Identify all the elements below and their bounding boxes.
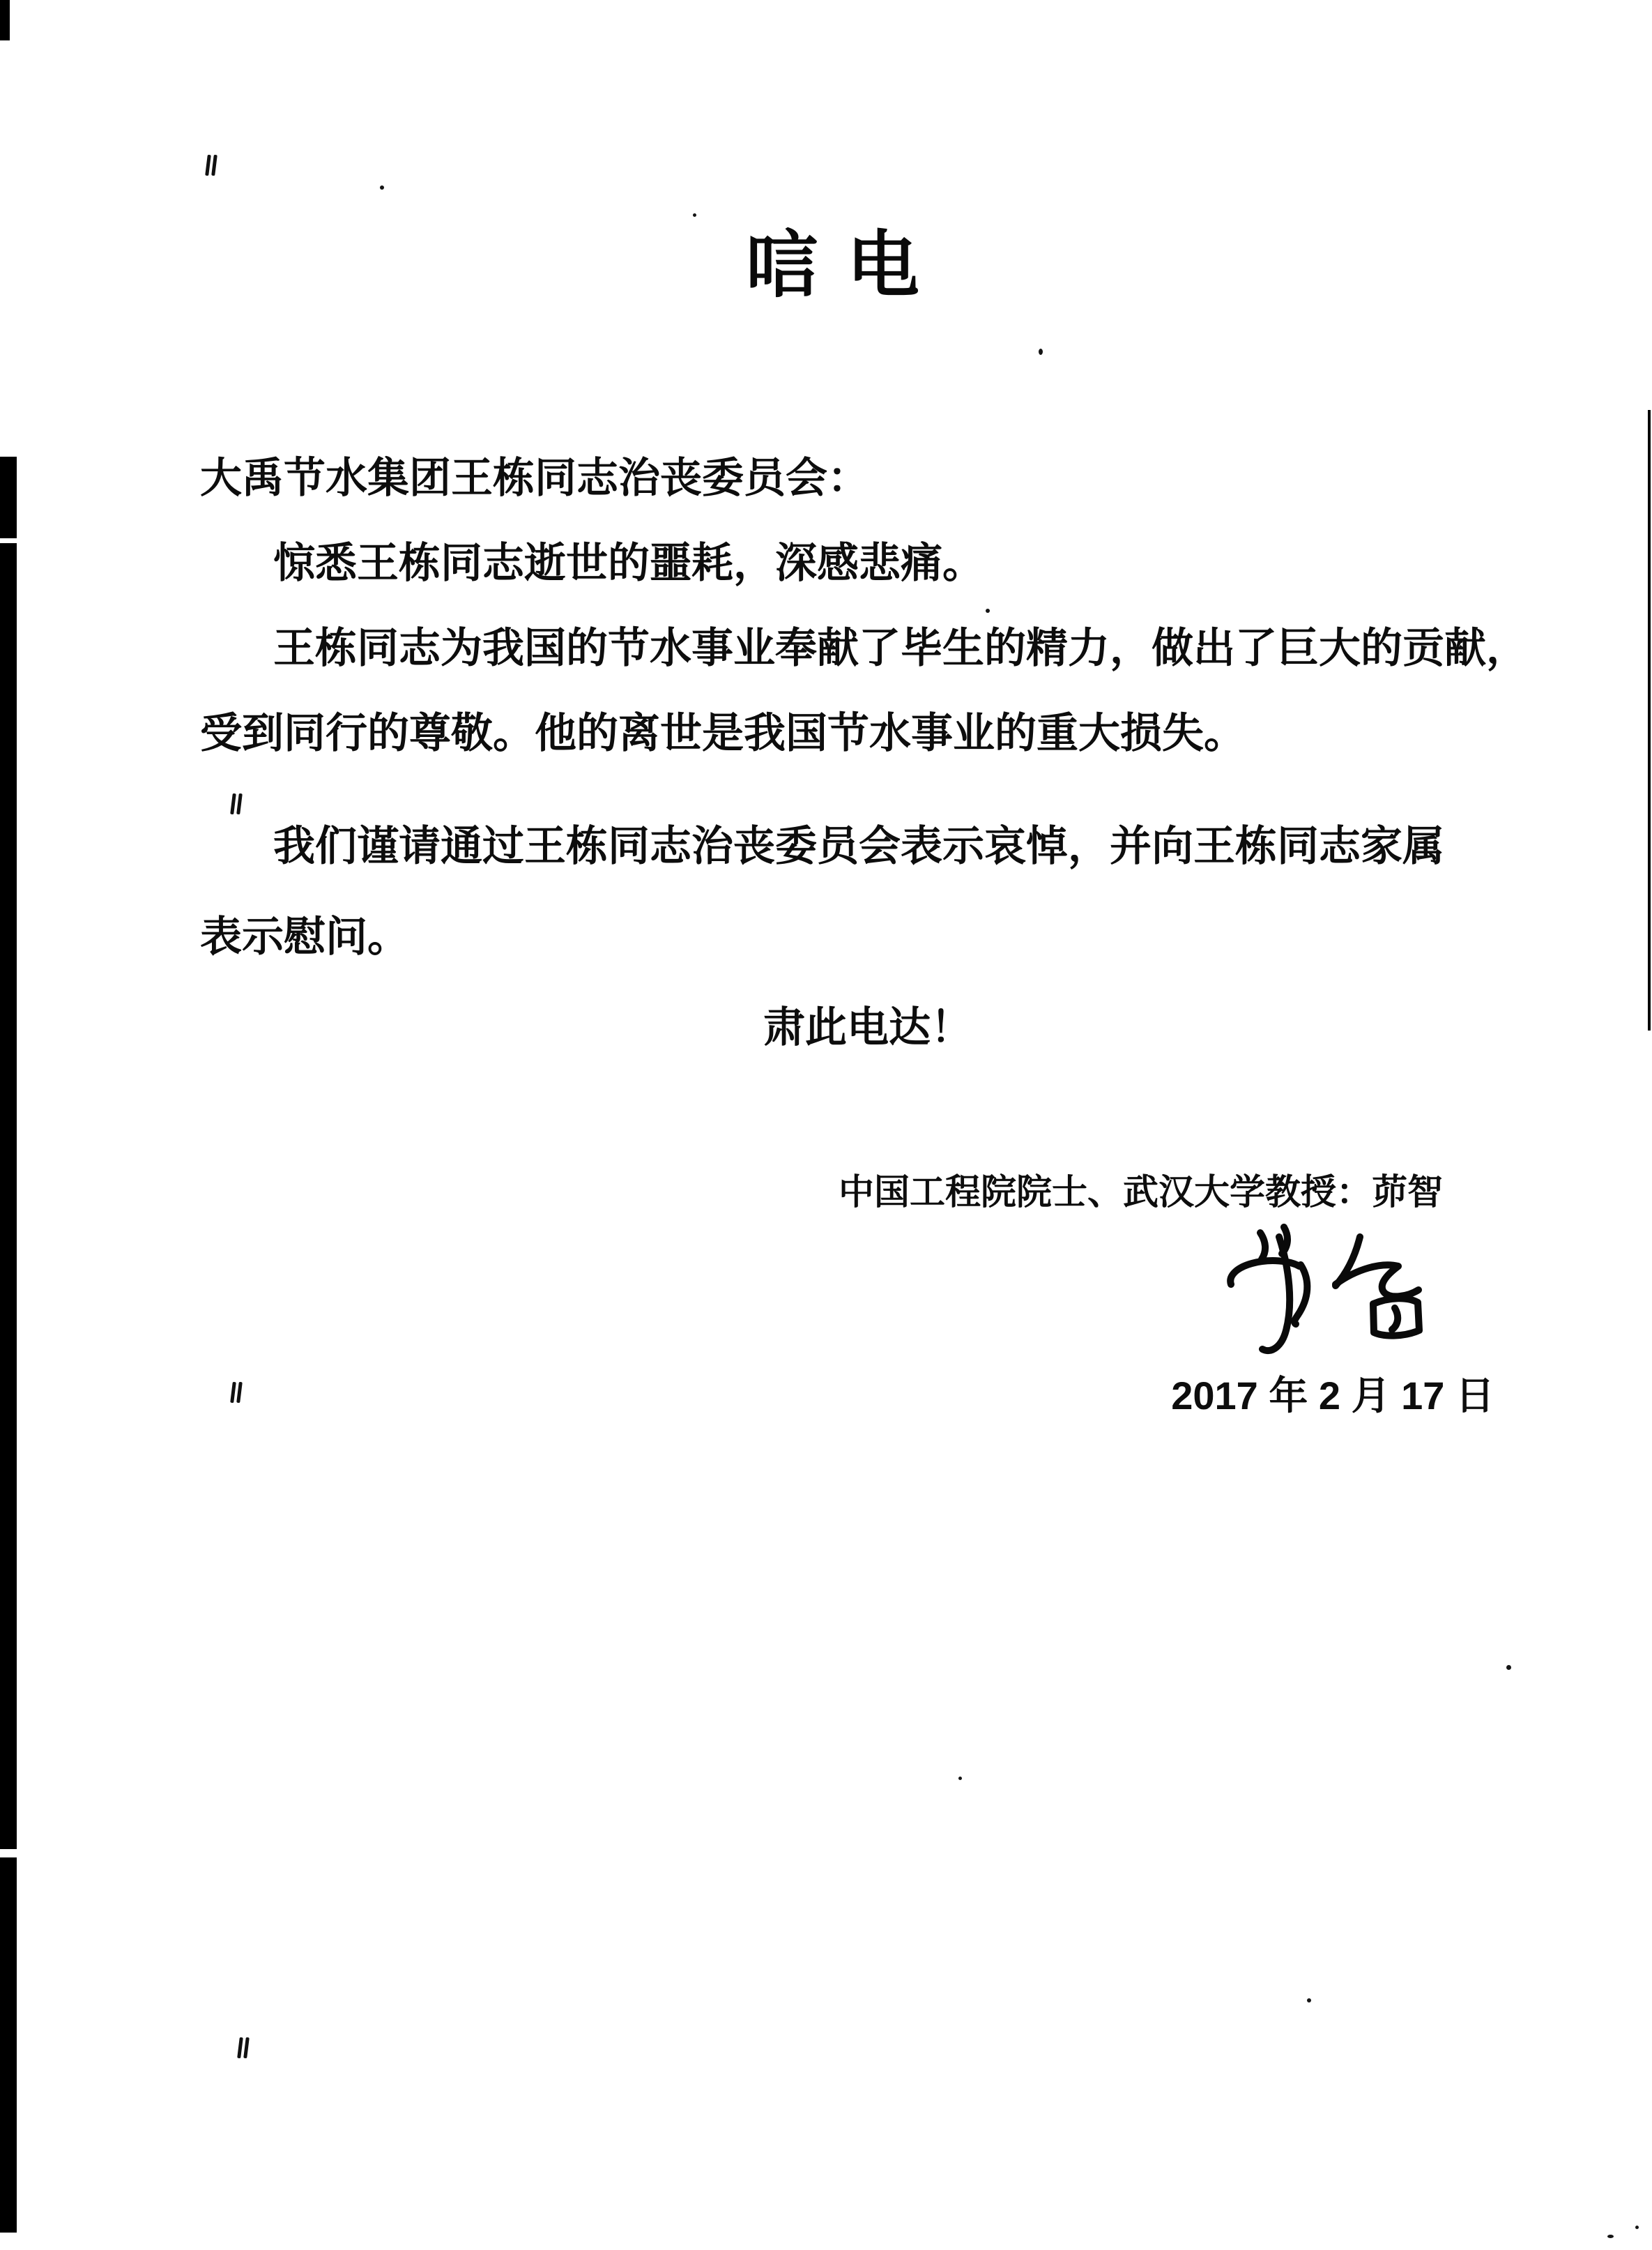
scan-speck: [1635, 2226, 1639, 2229]
scan-speck: [693, 213, 696, 217]
date-line: 2017 年 2 月 17 日: [1171, 1374, 1494, 1417]
salutation-line: 大禹节水集团王栋同志治丧委员会：: [200, 455, 869, 501]
scan-artifact-left-band: [0, 1857, 17, 2233]
scan-tick-mark: [231, 793, 243, 816]
body-line-1: 惊悉王栋同志逝世的噩耗，深感悲痛。: [273, 540, 984, 586]
body-line-3: 受到同行的尊敬。他的离世是我国节水事业的重大损失。: [200, 710, 1246, 757]
scan-speck: [986, 609, 990, 613]
signature-title-line: 中国工程院院士、武汉大学教授：茆智: [838, 1172, 1443, 1212]
scan-speck: [1607, 2235, 1614, 2238]
scan-speck: [1039, 349, 1043, 355]
scan-tick-mark: [231, 1382, 243, 1404]
scan-tick-mark: [206, 155, 218, 177]
scan-speck: [958, 1777, 962, 1780]
closing-line: 肃此电达！: [763, 1004, 972, 1051]
scan-speck: [1307, 1998, 1311, 2002]
handwritten-signature-image: [1211, 1219, 1448, 1365]
scan-speck: [380, 185, 384, 190]
scan-tick-mark: [238, 2037, 250, 2060]
letter-title: 唁 电: [746, 225, 924, 306]
scan-artifact-left-band: [0, 543, 17, 1849]
body-line-5: 表示慰问。: [200, 913, 409, 960]
scan-artifact-left-band: [0, 457, 17, 538]
body-line-4: 我们谨请通过王栋同志治丧委员会表示哀悼，并向王栋同志家属: [273, 823, 1444, 869]
scan-artifact-corner: [0, 0, 10, 40]
body-line-2: 王栋同志为我国的节水事业奉献了毕生的精力，做出了巨大的贡献，: [273, 625, 1528, 671]
scan-artifact-right-line: [1648, 410, 1651, 1031]
scan-speck: [1506, 1665, 1511, 1670]
